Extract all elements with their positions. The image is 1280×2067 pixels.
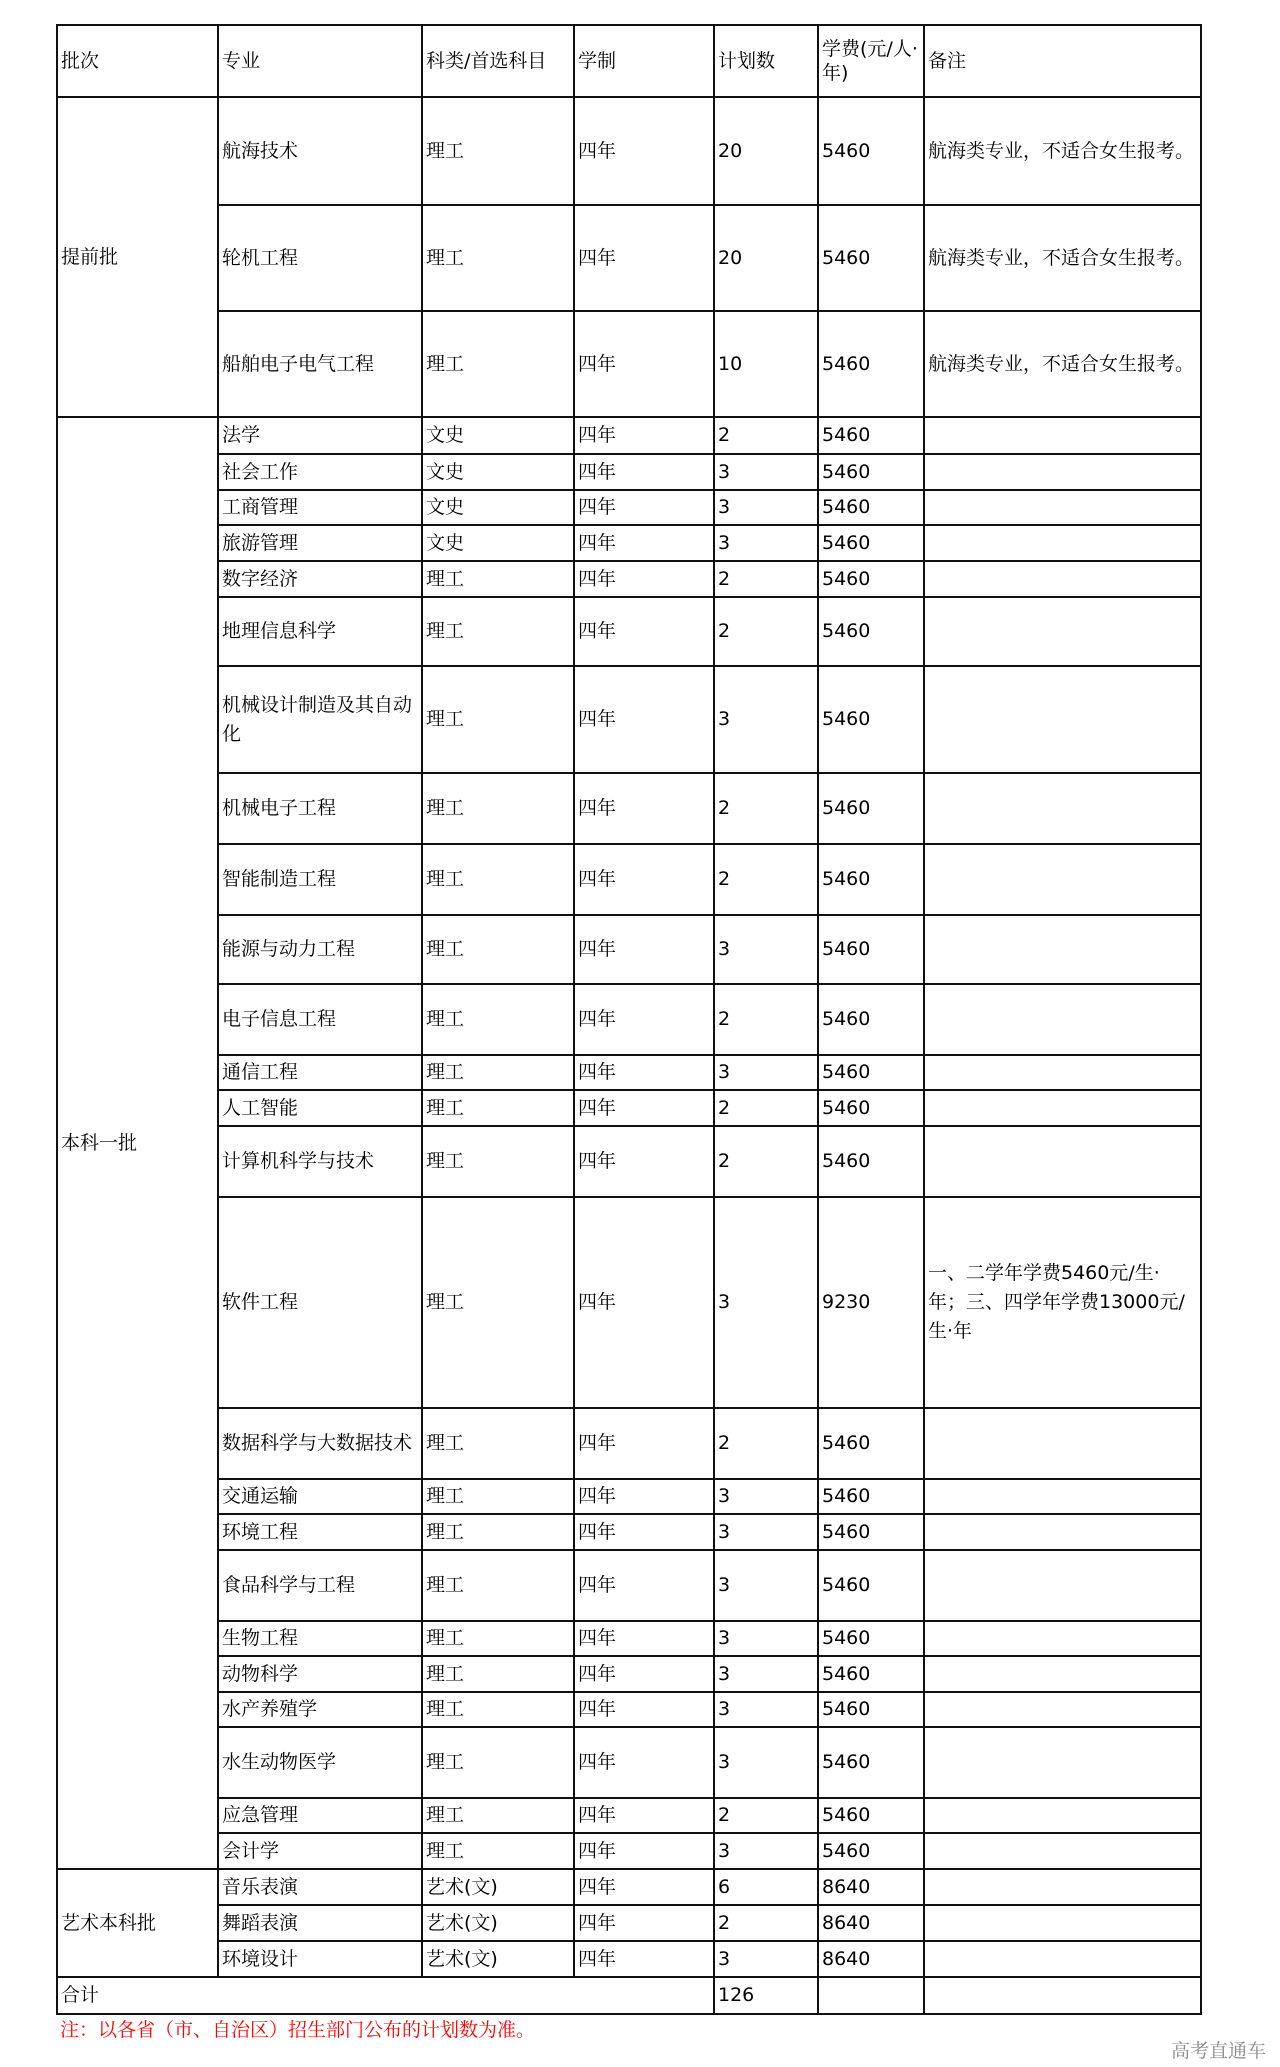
subject-category-cell: 艺术(文) xyxy=(422,1905,574,1941)
plan-count-cell: 3 xyxy=(714,454,818,490)
remarks-cell xyxy=(924,1408,1201,1479)
tuition-cell: 5460 xyxy=(818,525,924,561)
tuition-cell: 5460 xyxy=(818,597,924,666)
plan-count-cell: 3 xyxy=(714,1550,818,1621)
remarks-cell xyxy=(924,1514,1201,1550)
major-cell: 法学 xyxy=(218,417,422,454)
duration-cell: 四年 xyxy=(574,1798,714,1833)
remarks-cell xyxy=(924,1656,1201,1692)
subject-category-cell: 理工 xyxy=(422,984,574,1055)
tuition-cell: 5460 xyxy=(818,1408,924,1479)
table-row xyxy=(57,525,1201,561)
table-row xyxy=(57,844,1201,915)
subject-category-cell: 理工 xyxy=(422,1727,574,1798)
major-cell: 电子信息工程 xyxy=(218,984,422,1055)
major-cell: 机械设计制造及其自动化 xyxy=(218,666,422,773)
table-row xyxy=(57,1833,1201,1869)
remarks-cell xyxy=(924,773,1201,844)
tuition-cell: 8640 xyxy=(818,1905,924,1941)
subject-category-cell: 理工 xyxy=(422,97,574,205)
subject-category-cell: 理工 xyxy=(422,773,574,844)
plan-count-cell: 3 xyxy=(714,1941,818,1977)
remarks-cell xyxy=(924,1941,1201,1977)
major-cell: 数字经济 xyxy=(218,561,422,597)
remarks-cell xyxy=(924,1479,1201,1514)
subject-category-cell: 艺术(文) xyxy=(422,1941,574,1977)
tuition-cell: 5460 xyxy=(818,1090,924,1126)
subject-category-cell: 理工 xyxy=(422,1055,574,1090)
total-plan-count: 126 xyxy=(714,1977,818,2014)
plan-count-cell: 3 xyxy=(714,525,818,561)
column-header: 专业 xyxy=(218,25,422,97)
batch-cell: 提前批 xyxy=(57,97,218,417)
subject-category-cell: 理工 xyxy=(422,1550,574,1621)
duration-cell: 四年 xyxy=(574,1727,714,1798)
plan-count-cell: 3 xyxy=(714,1833,818,1869)
remarks-cell xyxy=(924,1550,1201,1621)
duration-cell: 四年 xyxy=(574,1941,714,1977)
major-cell: 软件工程 xyxy=(218,1197,422,1408)
plan-count-cell: 2 xyxy=(714,1126,818,1197)
table-row xyxy=(57,97,1201,205)
subject-category-cell: 理工 xyxy=(422,1692,574,1727)
tuition-cell: 5460 xyxy=(818,1055,924,1090)
major-cell: 通信工程 xyxy=(218,1055,422,1090)
table-row xyxy=(57,1941,1201,1977)
major-cell: 环境设计 xyxy=(218,1941,422,1977)
table-row xyxy=(57,1514,1201,1550)
remarks-cell: 一、二学年学费5460元/生·年；三、四学年学费13000元/生·年 xyxy=(924,1197,1201,1408)
column-header: 备注 xyxy=(924,25,1201,97)
duration-cell: 四年 xyxy=(574,1090,714,1126)
plan-count-cell: 3 xyxy=(714,666,818,773)
plan-count-cell: 2 xyxy=(714,984,818,1055)
remarks-cell xyxy=(924,1126,1201,1197)
duration-cell: 四年 xyxy=(574,773,714,844)
column-header: 学制 xyxy=(574,25,714,97)
subject-category-cell: 理工 xyxy=(422,561,574,597)
major-cell: 舞蹈表演 xyxy=(218,1905,422,1941)
tuition-cell: 8640 xyxy=(818,1869,924,1905)
table-row xyxy=(57,1055,1201,1090)
remarks-cell xyxy=(924,984,1201,1055)
tuition-cell: 5460 xyxy=(818,1833,924,1869)
major-cell: 会计学 xyxy=(218,1833,422,1869)
duration-cell: 四年 xyxy=(574,1692,714,1727)
duration-cell: 四年 xyxy=(574,205,714,311)
plan-count-cell: 3 xyxy=(714,915,818,984)
tuition-cell: 5460 xyxy=(818,454,924,490)
tuition-cell: 5460 xyxy=(818,666,924,773)
duration-cell: 四年 xyxy=(574,561,714,597)
tuition-cell: 5460 xyxy=(818,1126,924,1197)
plan-count-cell: 3 xyxy=(714,1197,818,1408)
subject-category-cell: 文史 xyxy=(422,525,574,561)
tuition-cell: 5460 xyxy=(818,1621,924,1656)
major-cell: 船舶电子电气工程 xyxy=(218,311,422,417)
table-row xyxy=(57,1798,1201,1833)
major-cell: 数据科学与大数据技术 xyxy=(218,1408,422,1479)
tuition-cell: 5460 xyxy=(818,1692,924,1727)
major-cell: 环境工程 xyxy=(218,1514,422,1550)
duration-cell: 四年 xyxy=(574,1656,714,1692)
table-row xyxy=(57,311,1201,417)
tuition-cell: 5460 xyxy=(818,1514,924,1550)
duration-cell: 四年 xyxy=(574,417,714,454)
remarks-cell xyxy=(924,597,1201,666)
plan-count-cell: 2 xyxy=(714,1090,818,1126)
major-cell: 轮机工程 xyxy=(218,205,422,311)
column-header: 批次 xyxy=(57,25,218,97)
table-row xyxy=(57,666,1201,773)
major-cell: 航海技术 xyxy=(218,97,422,205)
subject-category-cell: 理工 xyxy=(422,1833,574,1869)
major-cell: 水生动物医学 xyxy=(218,1727,422,1798)
table-row xyxy=(57,984,1201,1055)
duration-cell: 四年 xyxy=(574,1833,714,1869)
table-row xyxy=(57,454,1201,490)
header-row xyxy=(57,25,1201,97)
remarks-cell xyxy=(924,454,1201,490)
tuition-cell: 5460 xyxy=(818,773,924,844)
watermark: 高考直通车 xyxy=(1170,2040,1266,2062)
table-row xyxy=(57,1550,1201,1621)
duration-cell: 四年 xyxy=(574,1905,714,1941)
plan-count-cell: 6 xyxy=(714,1869,818,1905)
subject-category-cell: 理工 xyxy=(422,915,574,984)
plan-count-cell: 2 xyxy=(714,1798,818,1833)
remarks-cell xyxy=(924,1798,1201,1833)
major-cell: 能源与动力工程 xyxy=(218,915,422,984)
subject-category-cell: 理工 xyxy=(422,205,574,311)
major-cell: 旅游管理 xyxy=(218,525,422,561)
table-row xyxy=(57,1408,1201,1479)
duration-cell: 四年 xyxy=(574,1197,714,1408)
table-row xyxy=(57,205,1201,311)
tuition-cell: 5460 xyxy=(818,490,924,525)
major-cell: 音乐表演 xyxy=(218,1869,422,1905)
tuition-cell: 5460 xyxy=(818,1798,924,1833)
remarks-cell: 航海类专业，不适合女生报考。 xyxy=(924,97,1201,205)
subject-category-cell: 理工 xyxy=(422,1408,574,1479)
tuition-cell: 5460 xyxy=(818,1656,924,1692)
table-row xyxy=(57,1869,1201,1905)
duration-cell: 四年 xyxy=(574,1621,714,1656)
remarks-cell xyxy=(924,1833,1201,1869)
duration-cell: 四年 xyxy=(574,1514,714,1550)
plan-count-cell: 2 xyxy=(714,561,818,597)
tuition-cell: 5460 xyxy=(818,561,924,597)
remarks-cell xyxy=(924,1055,1201,1090)
major-cell: 计算机科学与技术 xyxy=(218,1126,422,1197)
subject-category-cell: 文史 xyxy=(422,490,574,525)
remarks-cell xyxy=(924,1090,1201,1126)
major-cell: 生物工程 xyxy=(218,1621,422,1656)
remarks-cell xyxy=(924,490,1201,525)
remarks-cell xyxy=(924,915,1201,984)
major-cell: 机械电子工程 xyxy=(218,773,422,844)
subject-category-cell: 理工 xyxy=(422,1090,574,1126)
subject-category-cell: 理工 xyxy=(422,1656,574,1692)
major-cell: 地理信息科学 xyxy=(218,597,422,666)
plan-count-cell: 2 xyxy=(714,773,818,844)
tuition-cell: 5460 xyxy=(818,1727,924,1798)
remarks-cell xyxy=(924,525,1201,561)
tuition-cell: 5460 xyxy=(818,844,924,915)
plan-count-cell: 10 xyxy=(714,311,818,417)
plan-count-cell: 3 xyxy=(714,1692,818,1727)
column-header: 科类/首选科目 xyxy=(422,25,574,97)
batch-cell: 艺术本科批 xyxy=(57,1869,218,1977)
plan-count-cell: 2 xyxy=(714,1905,818,1941)
remarks-cell xyxy=(924,1727,1201,1798)
remarks-cell xyxy=(924,666,1201,773)
major-cell: 工商管理 xyxy=(218,490,422,525)
subject-category-cell: 理工 xyxy=(422,1197,574,1408)
duration-cell: 四年 xyxy=(574,844,714,915)
footnote: 注：以各省（市、自治区）招生部门公布的计划数为准。 xyxy=(60,2019,536,2041)
major-cell: 社会工作 xyxy=(218,454,422,490)
table-row xyxy=(57,1090,1201,1126)
remarks-cell xyxy=(924,1692,1201,1727)
tuition-cell: 5460 xyxy=(818,1479,924,1514)
subject-category-cell: 艺术(文) xyxy=(422,1869,574,1905)
tuition-cell: 5460 xyxy=(818,417,924,454)
subject-category-cell: 理工 xyxy=(422,597,574,666)
duration-cell: 四年 xyxy=(574,915,714,984)
table-row xyxy=(57,915,1201,984)
subject-category-cell: 理工 xyxy=(422,311,574,417)
total-tuition-cell xyxy=(818,1977,924,2014)
table-row xyxy=(57,490,1201,525)
major-cell: 水产养殖学 xyxy=(218,1692,422,1727)
plan-count-cell: 20 xyxy=(714,205,818,311)
tuition-cell: 5460 xyxy=(818,97,924,205)
table-row xyxy=(57,1656,1201,1692)
remarks-cell xyxy=(924,844,1201,915)
tuition-cell: 5460 xyxy=(818,311,924,417)
remarks-cell: 航海类专业，不适合女生报考。 xyxy=(924,311,1201,417)
remarks-cell xyxy=(924,1905,1201,1941)
subject-category-cell: 文史 xyxy=(422,417,574,454)
tuition-cell: 5460 xyxy=(818,915,924,984)
duration-cell: 四年 xyxy=(574,1550,714,1621)
subject-category-cell: 理工 xyxy=(422,844,574,915)
subject-category-cell: 文史 xyxy=(422,454,574,490)
duration-cell: 四年 xyxy=(574,454,714,490)
table-row xyxy=(57,1621,1201,1656)
table-row xyxy=(57,1479,1201,1514)
table-row xyxy=(57,1692,1201,1727)
plan-count-cell: 3 xyxy=(714,490,818,525)
duration-cell: 四年 xyxy=(574,490,714,525)
table-row xyxy=(57,561,1201,597)
duration-cell: 四年 xyxy=(574,1408,714,1479)
remarks-cell xyxy=(924,417,1201,454)
major-cell: 交通运输 xyxy=(218,1479,422,1514)
total-remarks-cell xyxy=(924,1977,1201,2014)
subject-category-cell: 理工 xyxy=(422,1621,574,1656)
duration-cell: 四年 xyxy=(574,597,714,666)
remarks-cell xyxy=(924,1621,1201,1656)
table-row xyxy=(57,597,1201,666)
table-row xyxy=(57,1727,1201,1798)
plan-count-cell: 3 xyxy=(714,1621,818,1656)
subject-category-cell: 理工 xyxy=(422,1798,574,1833)
duration-cell: 四年 xyxy=(574,97,714,205)
plan-count-cell: 3 xyxy=(714,1727,818,1798)
plan-count-cell: 2 xyxy=(714,597,818,666)
duration-cell: 四年 xyxy=(574,1126,714,1197)
admission-plan-table xyxy=(56,24,1202,2015)
tuition-cell: 5460 xyxy=(818,205,924,311)
subject-category-cell: 理工 xyxy=(422,1126,574,1197)
duration-cell: 四年 xyxy=(574,1055,714,1090)
plan-count-cell: 2 xyxy=(714,417,818,454)
table-row xyxy=(57,417,1201,454)
remarks-cell xyxy=(924,1869,1201,1905)
plan-count-cell: 2 xyxy=(714,1408,818,1479)
major-cell: 动物科学 xyxy=(218,1656,422,1692)
table-row xyxy=(57,1905,1201,1941)
column-header: 学费(元/人·年) xyxy=(818,25,924,97)
table-row xyxy=(57,773,1201,844)
plan-count-cell: 3 xyxy=(714,1656,818,1692)
subject-category-cell: 理工 xyxy=(422,1514,574,1550)
batch-cell: 本科一批 xyxy=(57,417,218,1869)
remarks-cell xyxy=(924,561,1201,597)
subject-category-cell: 理工 xyxy=(422,666,574,773)
table-row xyxy=(57,1126,1201,1197)
tuition-cell: 8640 xyxy=(818,1941,924,1977)
plan-count-cell: 3 xyxy=(714,1514,818,1550)
duration-cell: 四年 xyxy=(574,525,714,561)
table-row xyxy=(57,1197,1201,1408)
duration-cell: 四年 xyxy=(574,1479,714,1514)
subject-category-cell: 理工 xyxy=(422,1479,574,1514)
total-label: 合计 xyxy=(57,1977,714,2014)
plan-count-cell: 3 xyxy=(714,1055,818,1090)
duration-cell: 四年 xyxy=(574,666,714,773)
column-header: 计划数 xyxy=(714,25,818,97)
plan-count-cell: 20 xyxy=(714,97,818,205)
total-row xyxy=(57,1977,1201,2014)
plan-count-cell: 2 xyxy=(714,844,818,915)
major-cell: 人工智能 xyxy=(218,1090,422,1126)
tuition-cell: 5460 xyxy=(818,984,924,1055)
major-cell: 应急管理 xyxy=(218,1798,422,1833)
duration-cell: 四年 xyxy=(574,1869,714,1905)
major-cell: 智能制造工程 xyxy=(218,844,422,915)
tuition-cell: 5460 xyxy=(818,1550,924,1621)
duration-cell: 四年 xyxy=(574,984,714,1055)
duration-cell: 四年 xyxy=(574,311,714,417)
plan-count-cell: 3 xyxy=(714,1479,818,1514)
major-cell: 食品科学与工程 xyxy=(218,1550,422,1621)
tuition-cell: 9230 xyxy=(818,1197,924,1408)
remarks-cell: 航海类专业，不适合女生报考。 xyxy=(924,205,1201,311)
